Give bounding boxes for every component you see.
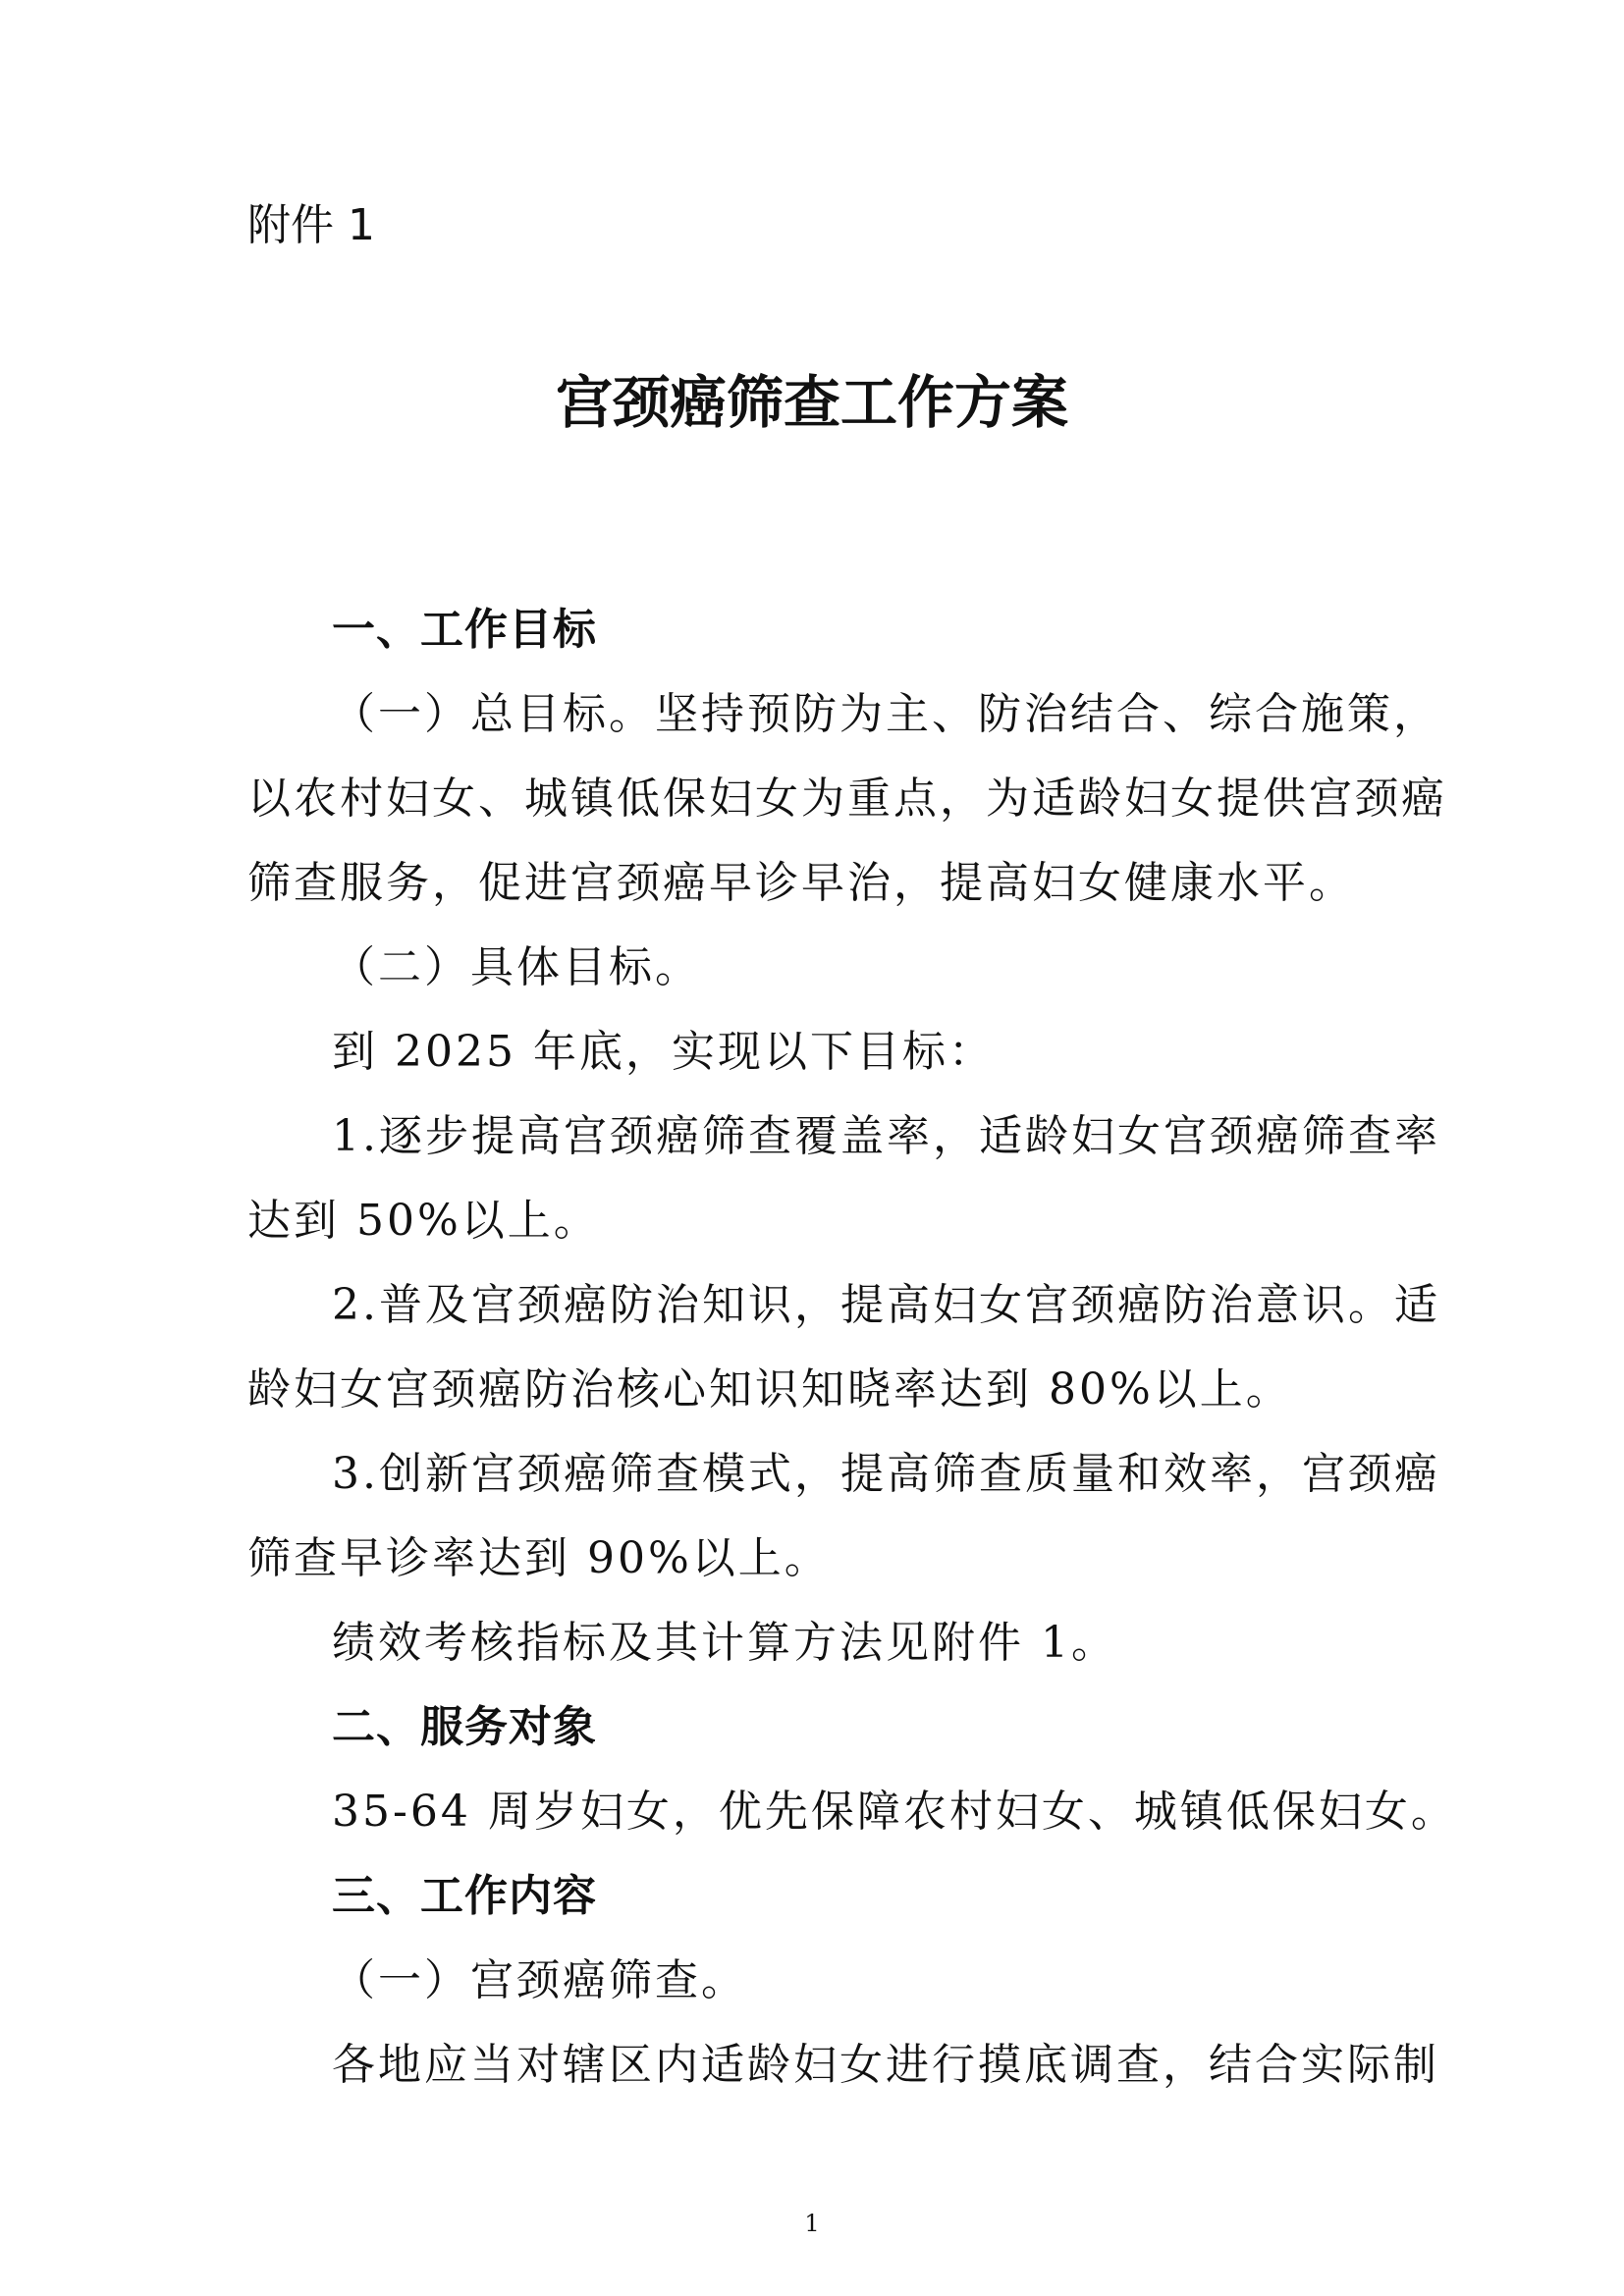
paragraph-line: 35-64 周岁妇女，优先保障农村妇女、城镇低保妇女。 <box>332 1787 1457 1837</box>
document-title: 宫颈癌筛查工作方案 <box>555 369 1068 436</box>
paragraph-line: 龄妇女宫颈癌防治核心知识知晓率达到 80%以上。 <box>247 1364 1292 1415</box>
paragraph-line: 到 2025 年底，实现以下目标： <box>332 1027 995 1077</box>
subsection-heading-screening: （一）宫颈癌筛查。 <box>332 1955 747 2005</box>
section-heading-work-content: 三、工作内容 <box>332 1871 597 1921</box>
goal-item-2: 2.普及宫颈癌防治知识，提高妇女宫颈癌防治意识。适 <box>332 1280 1440 1330</box>
attachment-label: 附件 1 <box>247 200 375 250</box>
paragraph-line: 达到 50%以上。 <box>247 1196 600 1246</box>
goal-item-1: 1.逐步提高宫颈癌筛查覆盖率，适龄妇女宫颈癌筛查率 <box>332 1111 1440 1161</box>
paragraph-line: 各地应当对辖区内适龄妇女进行摸底调查，结合实际制 <box>332 2040 1439 2090</box>
paragraph-line: 绩效考核指标及其计算方法见附件 1。 <box>332 1618 1117 1668</box>
paragraph-line: 以农村妇女、城镇低保妇女为重点，为适龄妇女提供宫颈癌 <box>247 774 1447 824</box>
paragraph-line: （一）总目标。坚持预防为主、防治结合、综合施策， <box>332 689 1439 739</box>
subsection-heading-specific-goals: （二）具体目标。 <box>332 942 701 992</box>
paragraph-line: 筛查早诊率达到 90%以上。 <box>247 1533 831 1583</box>
section-heading-work-goals: 一、工作目标 <box>332 605 597 655</box>
paragraph-line: 筛查服务，促进宫颈癌早诊早治，提高妇女健康水平。 <box>247 858 1355 908</box>
section-heading-service-targets: 二、服务对象 <box>332 1702 597 1752</box>
goal-item-3: 3.创新宫颈癌筛查模式，提高筛查质量和效率，宫颈癌 <box>332 1449 1440 1499</box>
page-number: 1 <box>804 2210 820 2237</box>
